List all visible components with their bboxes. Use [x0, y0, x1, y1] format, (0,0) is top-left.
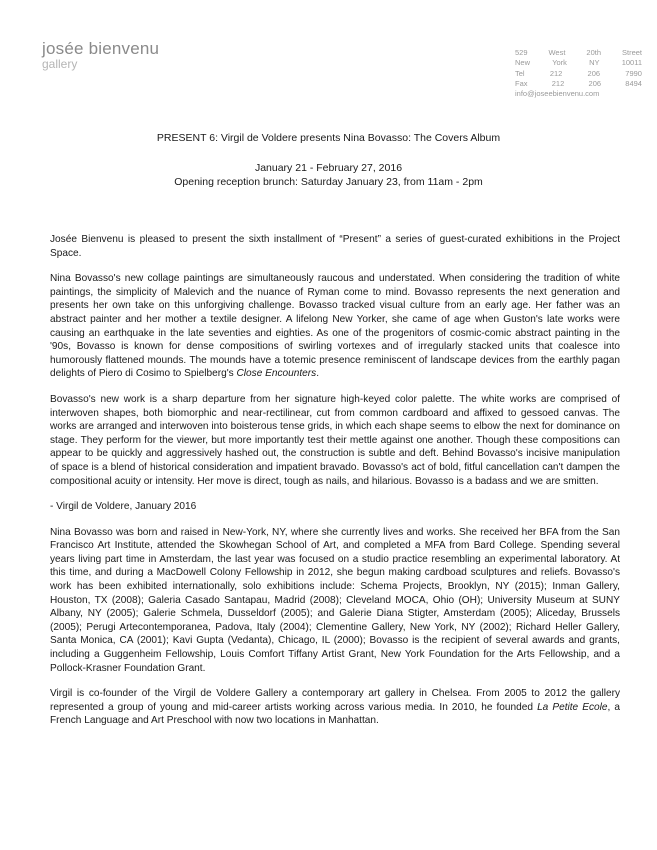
fax-label: Fax	[515, 78, 528, 88]
city-new: New	[515, 58, 531, 68]
curator-paragraph-text: Virgil is co-founder of the Virgil de Voldere Gallery a contemporary art gallery in Chelsea. From 2005 to 2012 the gallery represented a group of young and mid-career artists working across various media. In 2010, he founded	[50, 688, 620, 713]
city-line	[515, 58, 642, 68]
artist-paragraph-text: Nina Bovasso's new collage paintings are simultaneously raucous and understated. When considering the tradition of white paintings, the simplicity of Malevich and the nuance of Ryman come to mind. Bovasso represents the next generation and presents her own take on this unforgiving challenge. Bovasso tracked visual culture from an early age. Her father was an abstract painter and her mother a textile designer. A lifelong New Yorker, she came of age when Guston's late works were causing an earthquake in the late seventies and eighties. As one of the progenitors of cosmic-comic abstract painting in the '90s, Bovasso is known for dense compositions of swirling vortexes and of irregularly stacked units that coalesce into humorously flattened mounds. The mounds have a totemic presence reminiscent of landscape devices from the earthly pagan delights of Piero di Cosimo to Spielberg's	[50, 273, 620, 380]
address-number: 529	[515, 48, 528, 57]
address-street: Street	[621, 48, 642, 57]
address-line	[515, 48, 642, 58]
address-20th: 20th	[586, 48, 602, 57]
city-york: York	[552, 58, 567, 68]
school-name: La Petite Ecole	[537, 701, 608, 713]
fax-line	[515, 79, 642, 89]
curator-paragraph-end: , a French Language and Art Preschool with now two locations in Manhattan.	[50, 701, 620, 727]
tel-area: 212	[549, 68, 563, 78]
zip: 10011	[621, 58, 642, 68]
email-link[interactable]: info@joseebienvenu.com	[515, 89, 600, 99]
fax-area: 212	[551, 78, 565, 88]
biography-paragraph: Nina Bovasso was born and raised in New-York, NY, where she currently lives and works. She received her BFA from the San Francisco Art Institute, attended the Skowhegan School of Art, and completed a MFA from Bard College. Spending several years living part time in Amsterdam, the last year was focused on a studio practice resembling an experimental laboratory. At this time, and during a MacDowell Colony Fellowship in 2012, she begun making cardboad sculptures and reliefs. Bovasso's work has been exhibited internationally, solo exhibitions include: Schema Projects, Brooklyn, NY (2015); Inman Gallery, Houston, TX (2008); Galeria Casado Santapau, Madrid (2008); Cleveland MOCA, Ohio (OH); University Museum at SUNY Albany, NY (2005); Galerie Schmela, Dusseldorf (2005); and Galerie Diana Stigter, Amsterdam (2005); Aliceday, Brussels (2005); Perugi Artecontemporanea, Padova, Italy (2004); Clementine Gallery, New York, NY (2002); Richard Heller Gallery, Santa Monica, CA (2001); Kavi Gupta (Vedanta), Chicago, IL (2000); Bovasso is the recipient of several awards and grants, including a Guggenheim Fellowship, Louis Comfort Tiffany Artist Grant, New York Foundation for the Arts Fellowship, and a Pollock-Krasner Foundation Grant.	[50, 526, 620, 674]
body-text	[50, 233, 620, 740]
intro-paragraph: Josée Bienvenu is pleased to present the sixth installment of “Present” a series of guest-curated exhibitions in the Project Space.	[50, 234, 620, 259]
curator-signature: - Virgil de Voldere, January 2016	[50, 501, 197, 513]
fax-prefix: 206	[588, 78, 602, 88]
contact-block	[515, 48, 642, 99]
address-west: West	[548, 48, 566, 57]
artist-paragraph-end: .	[316, 368, 319, 380]
new-work-paragraph: Bovasso's new work is a sharp departure from her signature high-keyed color palette. The white works are comprised of interwoven shapes, both biomorphic and near-rectilinear, cut from common cardboard and affixed to gessoed canvas. The works are arranged and interwoven into boisterous tense grids, in which each shape seems to elbow the next for dominance on stage. They perform for the viewer, but more importantly test their mettle against one another. Though these compositions can appear to be quickly and aggressively hashed out, the construction is subtle and deft. Behind Bovasso's incisive manipulation of space is a blend of historical consideration and impatient bravado. Bovasso's act of bold, fitful cancellation can't dampen the compositional acuity or intensity. Her move is direct, tough as nails, and hilarious. Bovasso is a badass and we are smitten.	[50, 393, 620, 487]
fax-number: 8494	[625, 78, 642, 88]
state: NY	[589, 58, 600, 68]
gallery-logo	[42, 40, 159, 71]
gallery-name: josée bienvenu	[42, 39, 160, 58]
exhibition-title: PRESENT 6: Virgil de Voldere presents Nina Bovasso: The Covers Album	[156, 132, 501, 144]
exhibition-dates: January 21 - February 27, 2016	[254, 162, 403, 174]
artist-paragraph	[50, 272, 620, 381]
tel-number: 7990	[625, 68, 642, 78]
tel-prefix: 206	[587, 68, 601, 78]
gallery-subtitle: gallery	[42, 57, 78, 71]
exhibition-dates-block	[0, 161, 657, 189]
tel-line	[515, 69, 642, 79]
opening-reception: Opening reception brunch: Saturday January 23, from 11am - 2pm	[174, 176, 483, 188]
tel-label: Tel	[515, 68, 525, 78]
curator-paragraph	[50, 687, 620, 728]
film-title: Close Encounters	[236, 368, 317, 380]
